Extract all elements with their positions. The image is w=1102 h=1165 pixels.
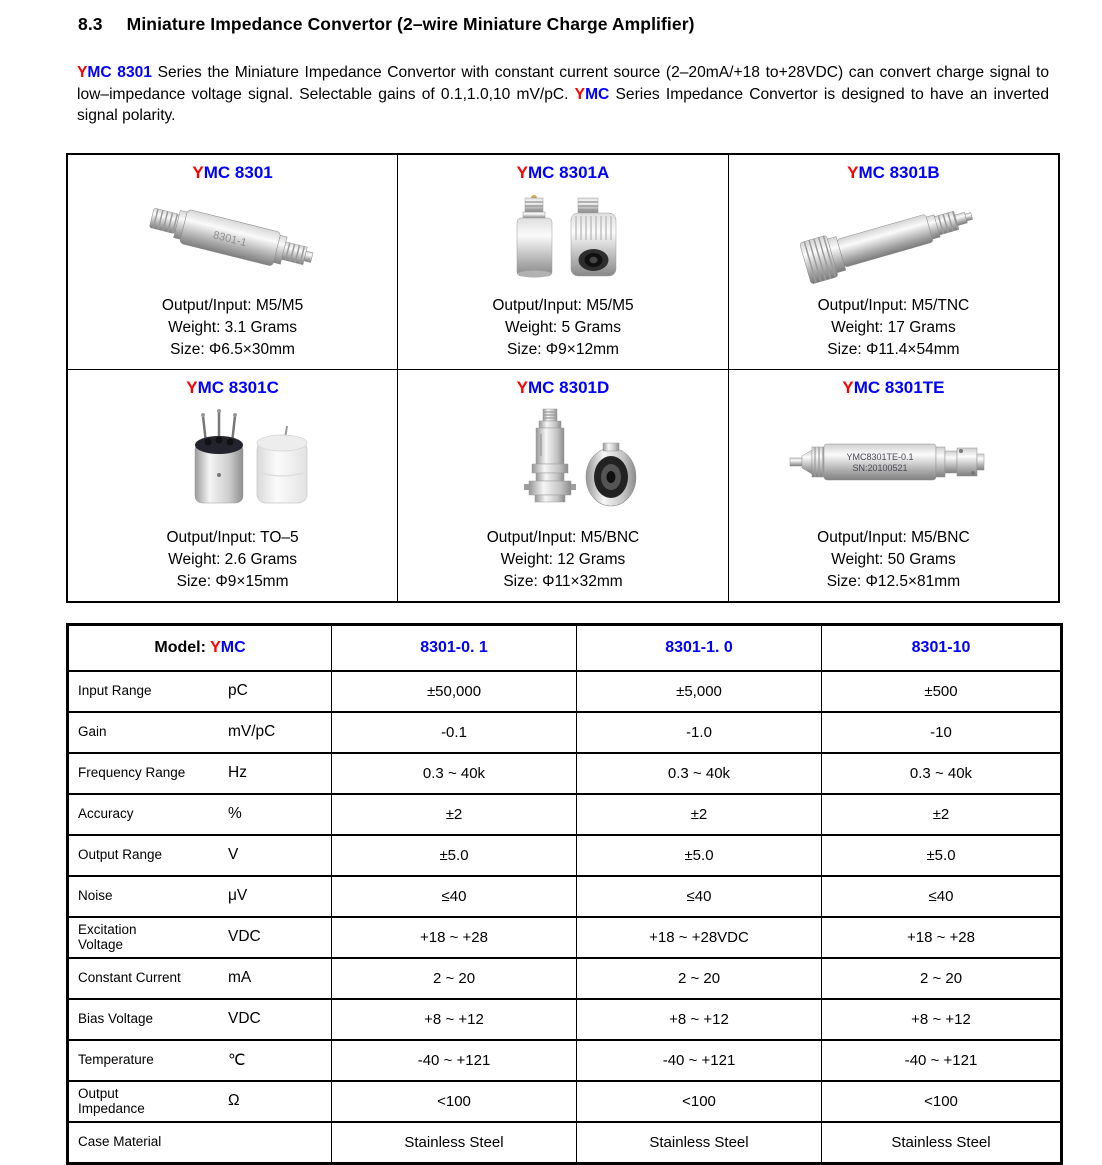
spec-label: Case Material [78,1134,162,1150]
spec-value: ±5.0 [822,835,1062,876]
spec-label: Output Impedance [78,1085,145,1116]
section-number: 8.3 [78,14,103,34]
intro-text: Series Impedance Convertor is designed to have an inverted signal polarity. [77,85,1049,124]
ymc-8301d-photo [404,398,722,527]
product-cell-ymc8301b [728,154,1059,370]
spec-unit: % [228,805,242,822]
spec-label: Bias Voltage [78,1011,154,1027]
product-weight: Weight: 3.1 Grams [168,318,298,336]
product-cell-ymc8301a [398,154,729,370]
spec-value: -0.1 [332,712,577,753]
spec-row-excitation-voltage [68,917,1062,958]
product-output-input: Output/Input: M5/M5 [492,296,634,314]
spec-value: ≤40 [822,876,1062,917]
product-name: YMC 8301D [516,377,610,397]
spec-unit: VDC [228,928,261,945]
product-name: YMC 8301B [847,162,940,182]
spec-value: ±2 [332,794,577,835]
spec-value: 2 ~ 20 [332,958,577,999]
spec-unit: pC [228,682,248,699]
spec-row-constant-current [68,958,1062,999]
product-output-input: Output/Input: M5/M5 [161,296,304,314]
product-name: YMC 8301C [186,377,279,397]
spec-row-noise [68,876,1062,917]
product-output-input: Output/Input: M5/TNC [817,296,970,314]
spec-value: 0.3 ~ 40k [822,753,1062,794]
spec-value: -40 ~ +121 [822,1040,1062,1081]
product-size: Size: Φ9×15mm [176,572,289,590]
spec-label: Noise [78,888,113,904]
spec-label: Output Range [78,847,163,863]
spec-value: +8 ~ +12 [822,999,1062,1040]
spec-model-header: Model: YMC [68,624,332,671]
spec-unit: μV [228,887,248,904]
spec-value: ≤40 [332,876,577,917]
spec-unit: Hz [228,764,247,781]
spec-table [66,623,1063,1165]
spec-value: ±5.0 [332,835,577,876]
product-name: YMC 8301 [192,162,273,182]
ymc-8301b-photo [735,183,1052,295]
spec-value: 0.3 ~ 40k [577,753,822,794]
spec-col-8301-10: 8301-10 [822,624,1062,671]
spec-row-output-impedance [68,1081,1062,1122]
spec-value: +8 ~ +12 [577,999,822,1040]
spec-row-gain [68,712,1062,753]
spec-col-8301-1.0: 8301-1. 0 [577,624,822,671]
spec-value: +8 ~ +12 [332,999,577,1040]
product-output-input: Output/Input: M5/BNC [817,528,970,546]
product-cell-ymc8301c [67,369,398,602]
product-weight: Weight: 5 Grams [504,318,621,336]
spec-value: +18 ~ +28 [822,917,1062,958]
product-size: Size: Φ6.5×30mm [170,340,295,358]
section-title: Miniature Impedance Convertor (2–wire Miniature Charge Amplifier) [126,14,695,34]
brand-text: Y [77,64,88,81]
spec-row-accuracy [68,794,1062,835]
product-output-input: Output/Input: M5/BNC [486,528,640,546]
product-weight: Weight: 12 Grams [500,550,626,568]
spec-unit: V [228,846,239,863]
spec-unit: mA [228,969,252,986]
product-size: Size: Φ12.5×81mm [826,572,961,590]
brand-text: MC 8301 [87,64,152,81]
spec-label: Input Range [78,683,152,699]
spec-value: ±50,000 [332,671,577,712]
brand-text: MC [585,85,610,103]
spec-col-8301-0.1: 8301-0. 1 [332,624,577,671]
product-output-input: Output/Input: TO–5 [166,528,299,546]
spec-value: Stainless Steel [332,1122,577,1164]
product-weight: Weight: 2.6 Grams [168,550,298,568]
spec-value: ±500 [822,671,1062,712]
spec-label: Gain [78,724,107,740]
spec-label: Excitation Voltage [78,921,137,952]
intro-text: Series the Miniature Impedance Convertor with constant current source (2–20mA/+18 to+28VDC) can convert charge signal to low–impedance voltage signal. Selectable gains of 0.1,1.0,10 mV/pC. [77,64,1049,103]
spec-value: <100 [577,1081,822,1122]
spec-value: +18 ~ +28 [332,917,577,958]
product-cell-ymc8301d [398,369,729,602]
spec-row-case-material [68,1122,1062,1164]
spec-value: ≤40 [577,876,822,917]
spec-value: Stainless Steel [577,1122,822,1164]
spec-label: Frequency Range [78,765,186,781]
product-cell-ymc8301 [67,154,398,370]
ymc-8301te-photo [735,398,1052,527]
product-size: Size: Φ11.4×54mm [827,340,960,358]
photo-engraving: 8301-1 [211,228,248,249]
product-cell-ymc8301te [728,369,1059,602]
spec-value: 2 ~ 20 [577,958,822,999]
ymc-8301-photo [74,183,391,295]
intro-paragraph [77,62,1049,127]
spec-unit: VDC [228,1010,261,1027]
product-row [67,154,1059,370]
spec-row-input-range [68,671,1062,712]
spec-label: Temperature [78,1052,154,1068]
product-row [67,369,1059,602]
product-name: YMC 8301A [516,162,610,182]
spec-unit: ℃ [228,1051,246,1069]
spec-unit: mV/pC [228,723,276,740]
photo-engraving-line2: SN:20100521 [852,463,908,473]
product-size: Size: Φ9×12mm [507,340,619,358]
spec-row-frequency-range [68,753,1062,794]
spec-value: <100 [822,1081,1062,1122]
spec-value: ±2 [822,794,1062,835]
ymc-8301a-photo [404,183,722,295]
section-heading [78,14,1102,35]
spec-value: -1.0 [577,712,822,753]
spec-header-row [68,624,1062,671]
product-weight: Weight: 50 Grams [831,550,956,568]
spec-value: +18 ~ +28VDC [577,917,822,958]
spec-label: Accuracy [78,806,134,822]
spec-value: ±2 [577,794,822,835]
product-grid-table [66,153,1060,603]
spec-row-bias-voltage [68,999,1062,1040]
spec-unit: Ω [228,1092,240,1109]
spec-value: Stainless Steel [822,1122,1062,1164]
spec-value: -40 ~ +121 [332,1040,577,1081]
spec-value: ±5,000 [577,671,822,712]
spec-value: 0.3 ~ 40k [332,753,577,794]
product-name: YMC 8301TE [842,377,945,397]
spec-row-output-range [68,835,1062,876]
spec-label: Constant Current [78,970,181,986]
spec-value: -10 [822,712,1062,753]
ymc-8301c-photo [74,398,391,527]
product-size: Size: Φ11×32mm [503,572,623,590]
spec-value: ±5.0 [577,835,822,876]
product-weight: Weight: 17 Grams [831,318,956,336]
spec-value: -40 ~ +121 [577,1040,822,1081]
spec-value: 2 ~ 20 [822,958,1062,999]
spec-value: <100 [332,1081,577,1122]
photo-engraving-line1: YMC8301TE-0.1 [846,452,914,462]
spec-row-temperature [68,1040,1062,1081]
brand-text: Y [574,85,586,103]
